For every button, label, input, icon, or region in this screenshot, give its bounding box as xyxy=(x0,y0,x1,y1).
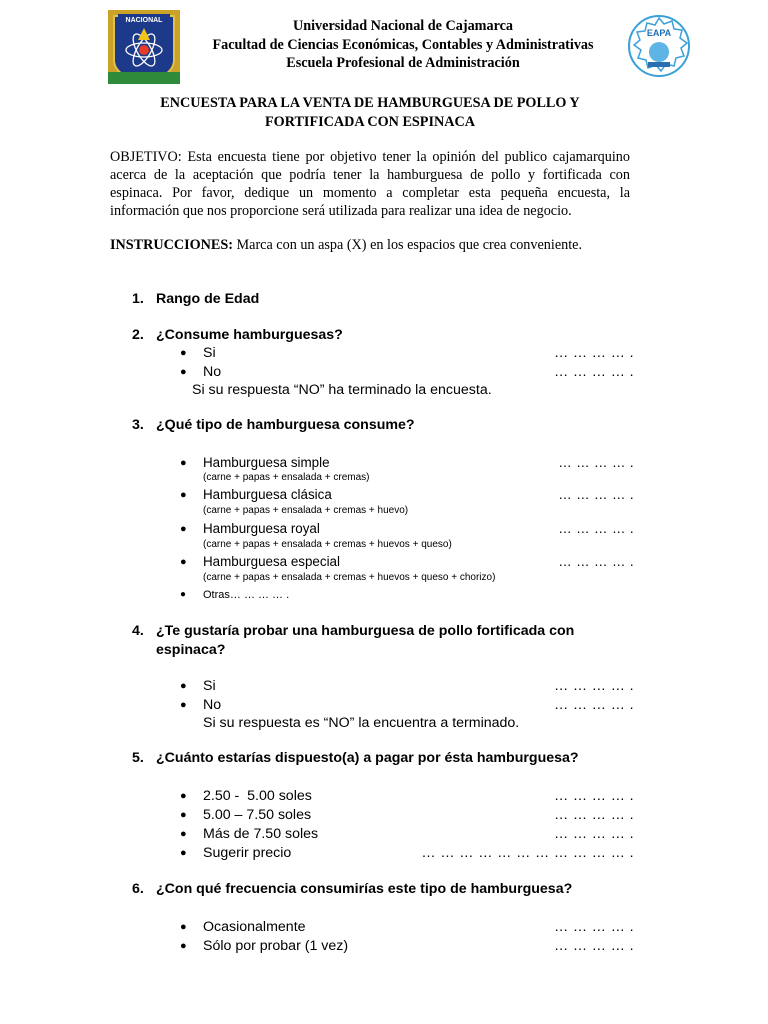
option-si[interactable] xyxy=(180,344,640,362)
school-name: Escuela Profesional de Administración xyxy=(286,55,520,71)
answer-blank[interactable]: … … … … . xyxy=(553,919,634,935)
bullet-icon: ● xyxy=(180,921,187,933)
option-detail: (carne + papas + ensalada + cremas + huevos + queso) xyxy=(203,539,452,550)
instructions-paragraph xyxy=(110,236,650,254)
answer-blank[interactable]: … … … … . xyxy=(553,345,634,361)
option-label: 2.50 - 5.00 soles xyxy=(203,788,312,804)
faculty-name: Facultad de Ciencias Económicas, Contables y Administrativas xyxy=(212,36,594,53)
question-text: ¿Te gustaría probar una hamburguesa de pollo fortificada con espinaca? xyxy=(156,623,575,658)
option-label: Sólo por probar (1 vez) xyxy=(203,938,349,954)
answer-blank[interactable]: … … … … . xyxy=(553,678,634,694)
bullet-icon: ● xyxy=(180,828,187,840)
option-si[interactable] xyxy=(180,677,640,695)
option-label: Más de 7.50 soles xyxy=(203,826,319,842)
answer-blank[interactable]: … … … … . xyxy=(558,521,634,536)
question-note: Si su respuesta es “NO” la encuentra a terminado. xyxy=(203,715,520,731)
objective-paragraph: OBJETIVO: Esta encuesta tiene por objetivo tener la opinión del publico cajamarquino acerca de la aceptación que podría tener la hamburguesa de pollo y fortificada con espinaca. Por favor, dedique un momento a completar esta pequeña encuesta, la información que nos proporcione será utilizada para realizar una idea de negocio. xyxy=(110,149,630,219)
survey-title-line1: ENCUESTA PARA LA VENTA DE HAMBURGUESA DE POLLO Y xyxy=(160,95,580,111)
option-price-range-1[interactable] xyxy=(180,787,640,805)
option-especial[interactable] xyxy=(180,553,640,571)
option-suggest-price[interactable] xyxy=(180,844,640,862)
question-text: ¿Con qué frecuencia consumirías este tipo de hamburguesa? xyxy=(156,881,573,897)
question-text: Rango de Edad xyxy=(156,291,260,307)
option-detail: (carne + papas + ensalada + cremas) xyxy=(203,472,370,483)
question-number: 1. xyxy=(132,291,144,307)
question-number: 2. xyxy=(132,327,144,343)
option-price-range-3[interactable] xyxy=(180,825,640,843)
question-number: 4. xyxy=(132,623,144,639)
bullet-icon: ● xyxy=(180,523,187,535)
university-seal-logo xyxy=(108,10,180,84)
university-name: Universidad Nacional de Cajamarca xyxy=(292,18,514,34)
option-ocasionalmente[interactable] xyxy=(180,918,640,936)
seal-text: NACIONAL xyxy=(125,17,163,24)
answer-blank[interactable]: … … … … . xyxy=(553,697,634,713)
option-label: Ocasionalmente xyxy=(203,919,306,935)
bullet-icon: ● xyxy=(180,790,187,802)
option-label: Hamburguesa clásica xyxy=(203,487,332,502)
answer-blank[interactable]: … … … … . xyxy=(553,826,634,842)
institution-header xyxy=(180,17,626,73)
bullet-icon: ● xyxy=(180,809,187,821)
bullet-icon: ● xyxy=(180,457,187,469)
answer-blank[interactable]: … … … … . xyxy=(558,455,634,470)
bullet-icon: ● xyxy=(180,366,187,378)
bullet-icon: ● xyxy=(180,940,187,952)
bullet-icon: ● xyxy=(180,489,187,501)
question-number: 6. xyxy=(132,881,144,897)
option-label: Hamburguesa especial xyxy=(203,554,340,569)
question-text: ¿Qué tipo de hamburguesa consume? xyxy=(156,417,415,433)
bullet-icon: ● xyxy=(180,847,187,859)
option-price-range-2[interactable] xyxy=(180,806,640,824)
option-royal[interactable] xyxy=(180,520,640,538)
question-4 xyxy=(132,622,642,662)
eapa-logo xyxy=(626,14,692,78)
option-simple[interactable] xyxy=(180,454,640,472)
instructions-text: Marca con un aspa (X) en los espacios que crea conveniente. xyxy=(232,237,583,253)
bullet-icon: ● xyxy=(180,699,187,711)
question-number: 5. xyxy=(132,750,144,766)
question-number: 3. xyxy=(132,417,144,433)
survey-title-line2: FORTIFICADA CON ESPINACA xyxy=(265,114,475,130)
answer-blank[interactable]: … … … … . xyxy=(553,938,634,954)
instructions-label: INSTRUCCIONES: xyxy=(110,237,233,253)
question-text: ¿Cuánto estarías dispuesto(a) a pagar por ésta hamburguesa? xyxy=(156,750,579,766)
option-no[interactable] xyxy=(180,363,640,381)
bullet-icon: ● xyxy=(180,556,187,568)
option-label[interactable]: Otras… … … … . xyxy=(203,589,290,601)
question-text: ¿Consume hamburguesas? xyxy=(156,327,343,343)
bullet-icon: ● xyxy=(180,589,187,600)
question-note: Si su respuesta “NO” ha terminado la encuesta. xyxy=(192,382,492,398)
survey-title xyxy=(110,94,630,132)
option-label: Hamburguesa royal xyxy=(203,521,320,536)
option-label: Sugerir precio xyxy=(203,845,292,861)
option-label: Hamburguesa simple xyxy=(203,455,330,470)
answer-blank[interactable]: … … … … . xyxy=(558,554,634,569)
option-clasica[interactable] xyxy=(180,486,640,504)
eapa-text: EAPA xyxy=(646,28,672,38)
option-detail: (carne + papas + ensalada + cremas + huevo) xyxy=(203,505,409,516)
option-detail: (carne + papas + ensalada + cremas + huevos + queso + chorizo) xyxy=(203,572,496,583)
option-label: Si xyxy=(203,678,216,694)
bullet-icon: ● xyxy=(180,347,187,359)
option-solo-probar[interactable] xyxy=(180,937,640,955)
option-label: No xyxy=(203,697,222,713)
option-label: 5.00 – 7.50 soles xyxy=(203,807,312,823)
answer-blank[interactable]: … … … … . xyxy=(553,364,634,380)
option-no[interactable] xyxy=(180,696,640,714)
answer-blank[interactable]: … … … … … … … … … … … . xyxy=(421,845,634,861)
option-label: Si xyxy=(203,345,216,361)
option-label: No xyxy=(203,364,222,380)
answer-blank[interactable]: … … … … . xyxy=(553,788,634,804)
bullet-icon: ● xyxy=(180,680,187,692)
answer-blank[interactable]: … … … … . xyxy=(553,807,634,823)
answer-blank[interactable]: … … … … . xyxy=(558,487,634,502)
